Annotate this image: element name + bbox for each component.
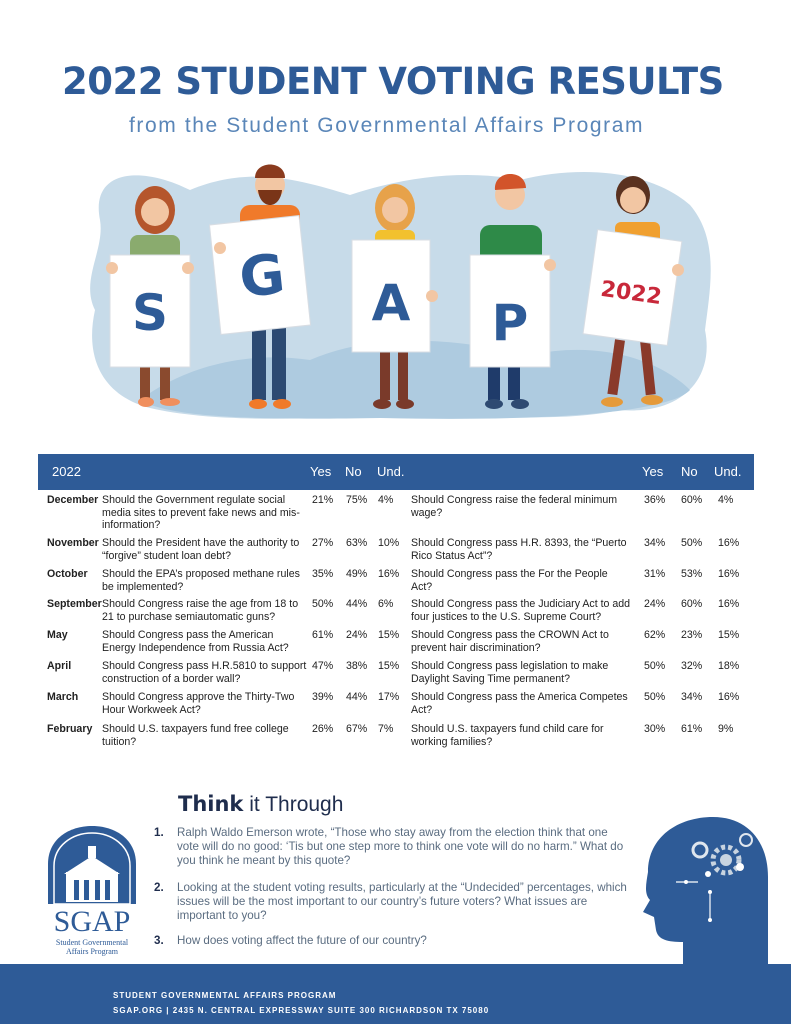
sign-p-letter: P <box>491 294 529 352</box>
row-month: November <box>47 537 99 549</box>
row-month: February <box>47 723 93 735</box>
row-yes-1: 27% <box>312 537 334 549</box>
results-table-header <box>38 454 754 490</box>
row-und-1: 4% <box>378 494 394 506</box>
think-title-bold: Think <box>178 792 244 816</box>
row-no-2: 61% <box>681 723 703 735</box>
row-und-1: 6% <box>378 598 394 610</box>
row-question-1: Should the President have the authority to “forgive” student loan debt? <box>102 537 300 562</box>
row-question-2: Should Congress pass the Judiciary Act to add four justices to the U.S. Supreme Court? <box>411 598 631 623</box>
page-subtitle: from the Student Governmental Affairs Program <box>129 114 645 137</box>
row-no-2: 53% <box>681 568 703 580</box>
brain-gears-icon <box>628 812 768 964</box>
row-question-2: Should Congress pass legislation to make Daylight Saving Time permanent? <box>411 660 609 685</box>
row-question-2: Should Congress pass the CROWN Act to prevent hair discrimination? <box>411 629 609 654</box>
question-number: 2. <box>154 881 164 894</box>
row-yes-1: 21% <box>312 494 334 506</box>
row-no-2: 23% <box>681 629 703 641</box>
row-question-2: Should U.S. taxpayers fund child care for working families? <box>411 723 604 748</box>
row-yes-1: 39% <box>312 691 334 703</box>
row-und-1: 16% <box>378 568 400 580</box>
footer-address: SGAP.ORG | 2435 N. CENTRAL EXPRESSWAY SUITE 300 RICHARDSON TX 75080 <box>113 1006 490 1015</box>
row-und-1: 15% <box>378 629 400 641</box>
row-yes-2: 50% <box>644 660 666 672</box>
year-label: 2022 <box>52 464 81 479</box>
question-text: Ralph Waldo Emerson wrote, “Those who stay away from the election think that one vote will do no good: ‘Tis but one step more to think one vote will do no harm.” What do you think he meant by this quote? <box>177 826 624 867</box>
think-title <box>178 792 343 817</box>
row-no-2: 34% <box>681 691 703 703</box>
row-und-2: 16% <box>718 568 740 580</box>
row-month: December <box>47 494 99 506</box>
row-und-2: 4% <box>718 494 734 506</box>
row-no-2: 32% <box>681 660 703 672</box>
row-yes-1: 26% <box>312 723 334 735</box>
row-yes-2: 24% <box>644 598 666 610</box>
row-und-1: 15% <box>378 660 400 672</box>
col-no-2: No <box>681 464 698 479</box>
footer-org-name: STUDENT GOVERNMENTAL AFFAIRS PROGRAM <box>113 991 337 1000</box>
row-und-1: 10% <box>378 537 400 549</box>
sign-g-letter: G <box>236 241 288 310</box>
logo-sub-line-1: Student Governmental <box>55 938 129 947</box>
col-yes-2: Yes <box>642 464 664 479</box>
hero-illustration <box>80 150 720 440</box>
col-no-1: No <box>345 464 362 479</box>
row-und-2: 15% <box>718 629 740 641</box>
col-und-1: Und. <box>377 464 405 479</box>
page-title: 2022 STUDENT VOTING RESULTS <box>62 60 724 103</box>
row-month: September <box>47 598 102 610</box>
row-yes-1: 47% <box>312 660 334 672</box>
sign-s-letter: S <box>131 284 169 342</box>
row-question-1: Should the Government regulate social media sites to prevent fake news and mis-information? <box>102 494 300 531</box>
row-und-2: 16% <box>718 598 740 610</box>
row-yes-1: 50% <box>312 598 334 610</box>
sign-2022-text: 2022 <box>599 276 664 311</box>
row-no-1: 63% <box>346 537 368 549</box>
row-yes-2: 34% <box>644 537 666 549</box>
row-und-2: 16% <box>718 691 740 703</box>
row-question-1: Should Congress approve the Thirty-Two Hour Workweek Act? <box>102 691 295 716</box>
row-month: March <box>47 691 79 703</box>
row-month: May <box>47 629 68 641</box>
question-text: How does voting affect the future of our country? <box>177 934 427 947</box>
row-und-2: 18% <box>718 660 740 672</box>
row-yes-2: 30% <box>644 723 666 735</box>
row-question-2: Should Congress raise the federal minimum wage? <box>411 494 618 519</box>
row-no-1: 67% <box>346 723 368 735</box>
row-no-1: 44% <box>346 691 368 703</box>
row-yes-2: 36% <box>644 494 666 506</box>
row-question-2: Should Congress pass H.R. 8393, the “Puerto Rico Status Act”? <box>411 537 627 562</box>
row-und-2: 16% <box>718 537 740 549</box>
row-question-1: Should U.S. taxpayers fund free college tuition? <box>102 723 289 748</box>
row-question-1: Should the EPA’s proposed methane rules be implemented? <box>102 568 300 593</box>
row-yes-1: 35% <box>312 568 334 580</box>
sign-a-letter: A <box>371 274 411 332</box>
row-und-1: 7% <box>378 723 394 735</box>
logo-sub-line-2: Affairs Program <box>65 947 119 956</box>
question-number: 1. <box>154 826 164 839</box>
row-question-2: Should Congress pass the For the People Act? <box>411 568 608 593</box>
row-yes-1: 61% <box>312 629 334 641</box>
row-no-2: 60% <box>681 494 703 506</box>
row-question-1: Should Congress raise the age from 18 to 21 to purchase semiautomatic guns? <box>102 598 299 623</box>
row-yes-2: 62% <box>644 629 666 641</box>
row-no-2: 50% <box>681 537 703 549</box>
row-yes-2: 50% <box>644 691 666 703</box>
row-no-2: 60% <box>681 598 703 610</box>
row-no-1: 75% <box>346 494 368 506</box>
col-und-2: Und. <box>714 464 742 479</box>
row-yes-2: 31% <box>644 568 666 580</box>
question-number: 3. <box>154 934 164 947</box>
row-month: October <box>47 568 88 580</box>
row-und-2: 9% <box>718 723 734 735</box>
logo-subtitle <box>44 938 140 956</box>
row-und-1: 17% <box>378 691 400 703</box>
row-question-1: Should Congress pass the American Energy Independence from Russia Act? <box>102 629 289 654</box>
col-yes-1: Yes <box>310 464 332 479</box>
think-title-rest: it Through <box>249 793 344 816</box>
logo-name: SGAP <box>53 905 131 938</box>
row-no-1: 49% <box>346 568 368 580</box>
row-month: April <box>47 660 72 672</box>
question-text: Looking at the student voting results, particularly at the “Undecided” percentages, which issues will be the most important to our country’s future voters? What issues are important to you? <box>177 881 627 922</box>
page-footer <box>0 964 791 1024</box>
row-no-1: 24% <box>346 629 368 641</box>
row-no-1: 38% <box>346 660 368 672</box>
row-question-1: Should Congress pass H.R.5810 to support construction of a border wall? <box>102 660 307 685</box>
row-no-1: 44% <box>346 598 368 610</box>
row-question-2: Should Congress pass the America Competes Act? <box>411 691 628 716</box>
